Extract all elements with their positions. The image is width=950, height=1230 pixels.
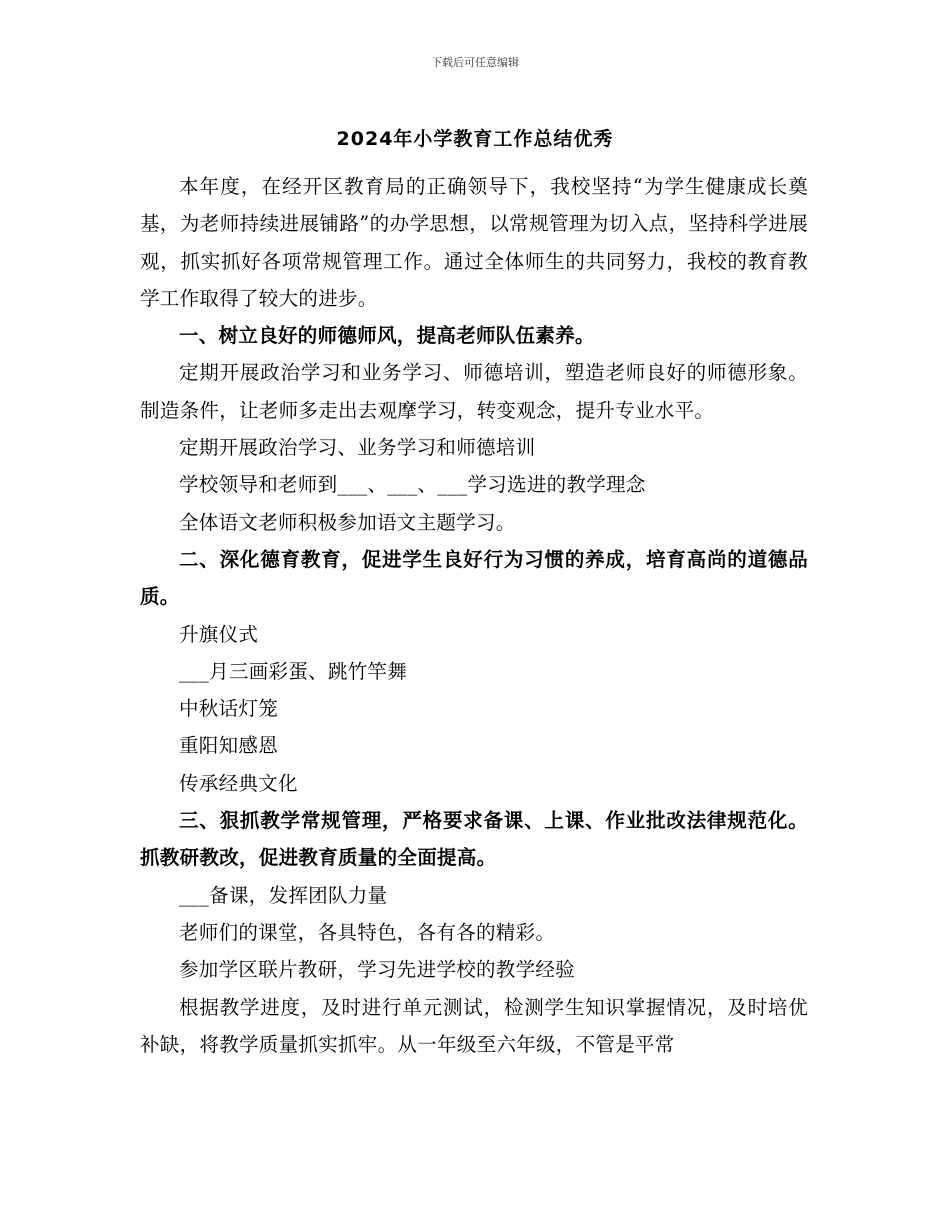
list-item: 全体语文老师积极参加语文主题学习。 xyxy=(179,510,516,534)
list-item: 老师们的课堂，各具特色，各有各的精彩。 xyxy=(179,920,556,944)
list-item: ___月三画彩蛋、跳竹竿舞 xyxy=(179,659,408,683)
list-item: 中秋话灯笼 xyxy=(179,697,279,721)
list-item: 参加学区联片教研，学习先进学校的教学经验 xyxy=(179,958,576,982)
paragraph: 本年度，在经开区教育局的正确领导下，我校坚持“为学生健康成长奠基，为老师持续进展铺路”的办学思想，以常规管理为切入点，坚持科学进展观，抓实抓好各项常规管理工作。通过全体师生的共同努力，我校的教育教学工作取得了较大的进步。 xyxy=(140,175,808,310)
section-heading: 三、狠抓教学常规管理，严格要求备课、上课、作业批改法律规范化。抓教研教改，促进教育质量的全面提高。 xyxy=(140,809,808,870)
list-item: 定期开展政治学习、业务学习和师德培训 xyxy=(179,436,536,460)
list-item: 升旗仪式 xyxy=(179,622,259,646)
document-title: 2024年小学教育工作总结优秀 xyxy=(336,128,614,150)
list-item: ___备课，发挥团队力量 xyxy=(179,883,388,907)
list-item: 学校领导和老师到___、___、___学习选进的教学理念 xyxy=(179,473,646,497)
paragraph: 根据教学进度，及时进行单元测试，检测学生知识掌握情况，及时培优补缺，将教学质量抓实抓牢。从一年级至六年级，不管是平常 xyxy=(140,995,808,1056)
list-item: 重阳知感恩 xyxy=(179,734,279,758)
section-heading: 一、树立良好的师德师风，提高老师队伍素养。 xyxy=(179,324,595,348)
section-heading: 二、深化德育教育，促进学生良好行为习惯的养成，培育高尚的道德品质。 xyxy=(140,547,808,609)
paragraph: 定期开展政治学习和业务学习、师德培训，塑造老师良好的师德形象。制造条件，让老师多走出去观摩学习，转变观念，提升专业水平。 xyxy=(140,361,808,422)
list-item: 传承经典文化 xyxy=(179,771,298,795)
page-header-note: 下载后可任意编辑 xyxy=(431,56,519,69)
document-body xyxy=(140,168,808,1063)
